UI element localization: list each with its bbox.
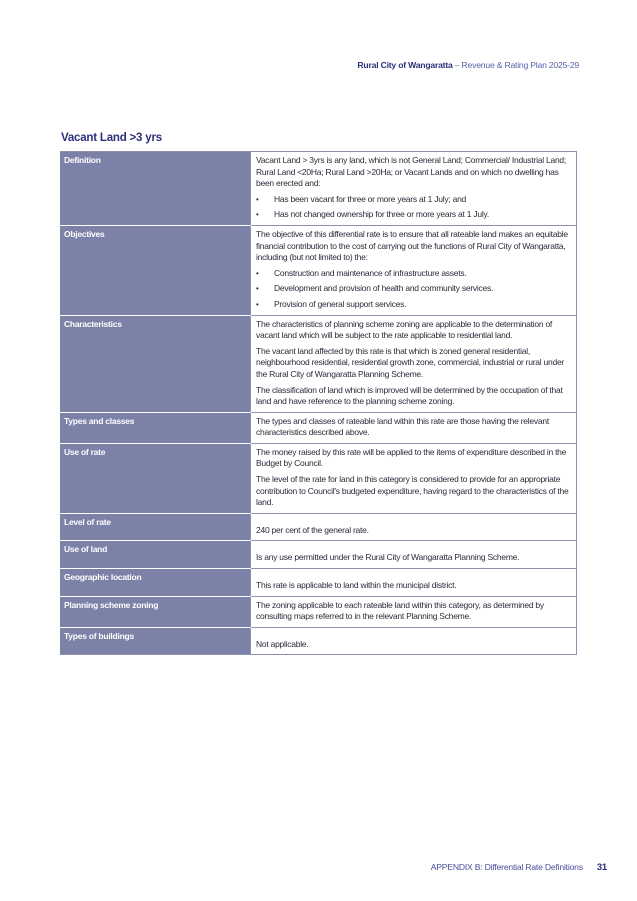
header-document-title: – Revenue & Rating Plan 2025-29 [452, 60, 579, 70]
list-item: • Construction and maintenance of infrastructure assets. [256, 268, 570, 280]
row-paragraph: 240 per cent of the general rate. [256, 524, 369, 535]
row-paragraph: Not applicable. [256, 638, 309, 649]
table-row [60, 225, 577, 315]
row-label: Characteristics [60, 315, 251, 412]
row-label: Objectives [60, 225, 251, 315]
footer-section-name: APPENDIX B: Differential Rate Definitions [430, 862, 583, 872]
row-paragraph: This rate is applicable to land within the municipal district. [256, 580, 457, 591]
row-paragraph: The vacant land affected by this rate is that which is zoned general residential, neighbourhood residential, residential growth zone, commercial, industrial or rural under the Rural City of Wangaratta Planning Scheme. [256, 345, 565, 379]
row-paragraph: The classification of land which is improved will be determined by the occupation of that land and have reference to the planning scheme zoning. [256, 384, 563, 407]
list-item: • Has been vacant for three or more years at 1 July; and [256, 194, 570, 206]
row-paragraph: The money raised by this rate will be applied to the items of expenditure described in the Budget by Council. [256, 446, 567, 469]
row-content [251, 596, 577, 627]
page-number: 31 [596, 862, 607, 873]
table-row [60, 541, 577, 569]
row-label: Geographic location [60, 569, 251, 597]
bullet-list [256, 194, 570, 221]
row-label: Use of rate [60, 443, 251, 513]
bullet-list [256, 268, 570, 311]
row-content [251, 315, 577, 412]
row-paragraph: The level of the rate for land in this category is considered to provide for an appropriate contribution to Council's budgeted expenditure, having regard to the characteristics of the land. [256, 474, 569, 508]
row-paragraph: The zoning applicable to each rateable land within this category, as determined by consulting maps referred to in the relevant Planning Scheme. [256, 599, 544, 622]
row-label: Definition [60, 152, 251, 226]
definition-table [60, 151, 577, 655]
row-content [251, 225, 577, 315]
table-row [60, 596, 577, 627]
row-paragraph: Is any use permitted under the Rural City of Wangaratta Planning Scheme. [256, 552, 520, 563]
row-paragraph: The types and classes of rateable land within this rate are those having the relevant characteristics described above. [256, 415, 549, 438]
row-content [251, 152, 577, 226]
list-item: • Development and provision of health and community services. [256, 283, 570, 295]
row-label: Types and classes [60, 412, 251, 443]
header-org-name: Rural City of Wangaratta [357, 60, 453, 70]
table-row [60, 513, 577, 541]
row-paragraph: The objective of this differential rate is to ensure that all rateable land makes an equitable financial contribution to the cost of carrying out the functions of Rural City of Wangaratta, including (but not limited to) the: [256, 228, 568, 263]
row-label: Planning scheme zoning [60, 596, 251, 627]
row-content [251, 541, 577, 569]
page-header [357, 60, 579, 70]
row-content [251, 627, 577, 655]
row-paragraph: Vacant Land > 3yrs is any land, which is not General Land; Commercial/ Industrial Land; Rural Land <20Ha; Rural Land >20Ha; or Vacant Lands and on which no dwelling has been erected and: [256, 155, 567, 189]
row-content [251, 443, 577, 513]
row-content [251, 569, 577, 597]
table-row [60, 627, 577, 655]
table-row [60, 315, 577, 412]
page-footer [431, 862, 607, 873]
row-content [251, 513, 577, 541]
row-label: Use of land [60, 541, 251, 569]
row-paragraph: The characteristics of planning scheme zoning are applicable to the determination of vacant land which will be subject to the rate applicable to residential land. [256, 318, 553, 341]
list-item: • Has not changed ownership for three or more years at 1 July. [256, 209, 570, 221]
table-row [60, 412, 577, 443]
section-title: Vacant Land >3 yrs [61, 132, 162, 144]
table-row [60, 569, 577, 597]
row-label: Level of rate [60, 513, 251, 541]
table-row [60, 152, 577, 226]
list-item: • Provision of general support services. [256, 299, 570, 311]
row-content [251, 412, 577, 443]
table-row [60, 443, 577, 513]
row-label: Types of buildings [60, 627, 251, 655]
